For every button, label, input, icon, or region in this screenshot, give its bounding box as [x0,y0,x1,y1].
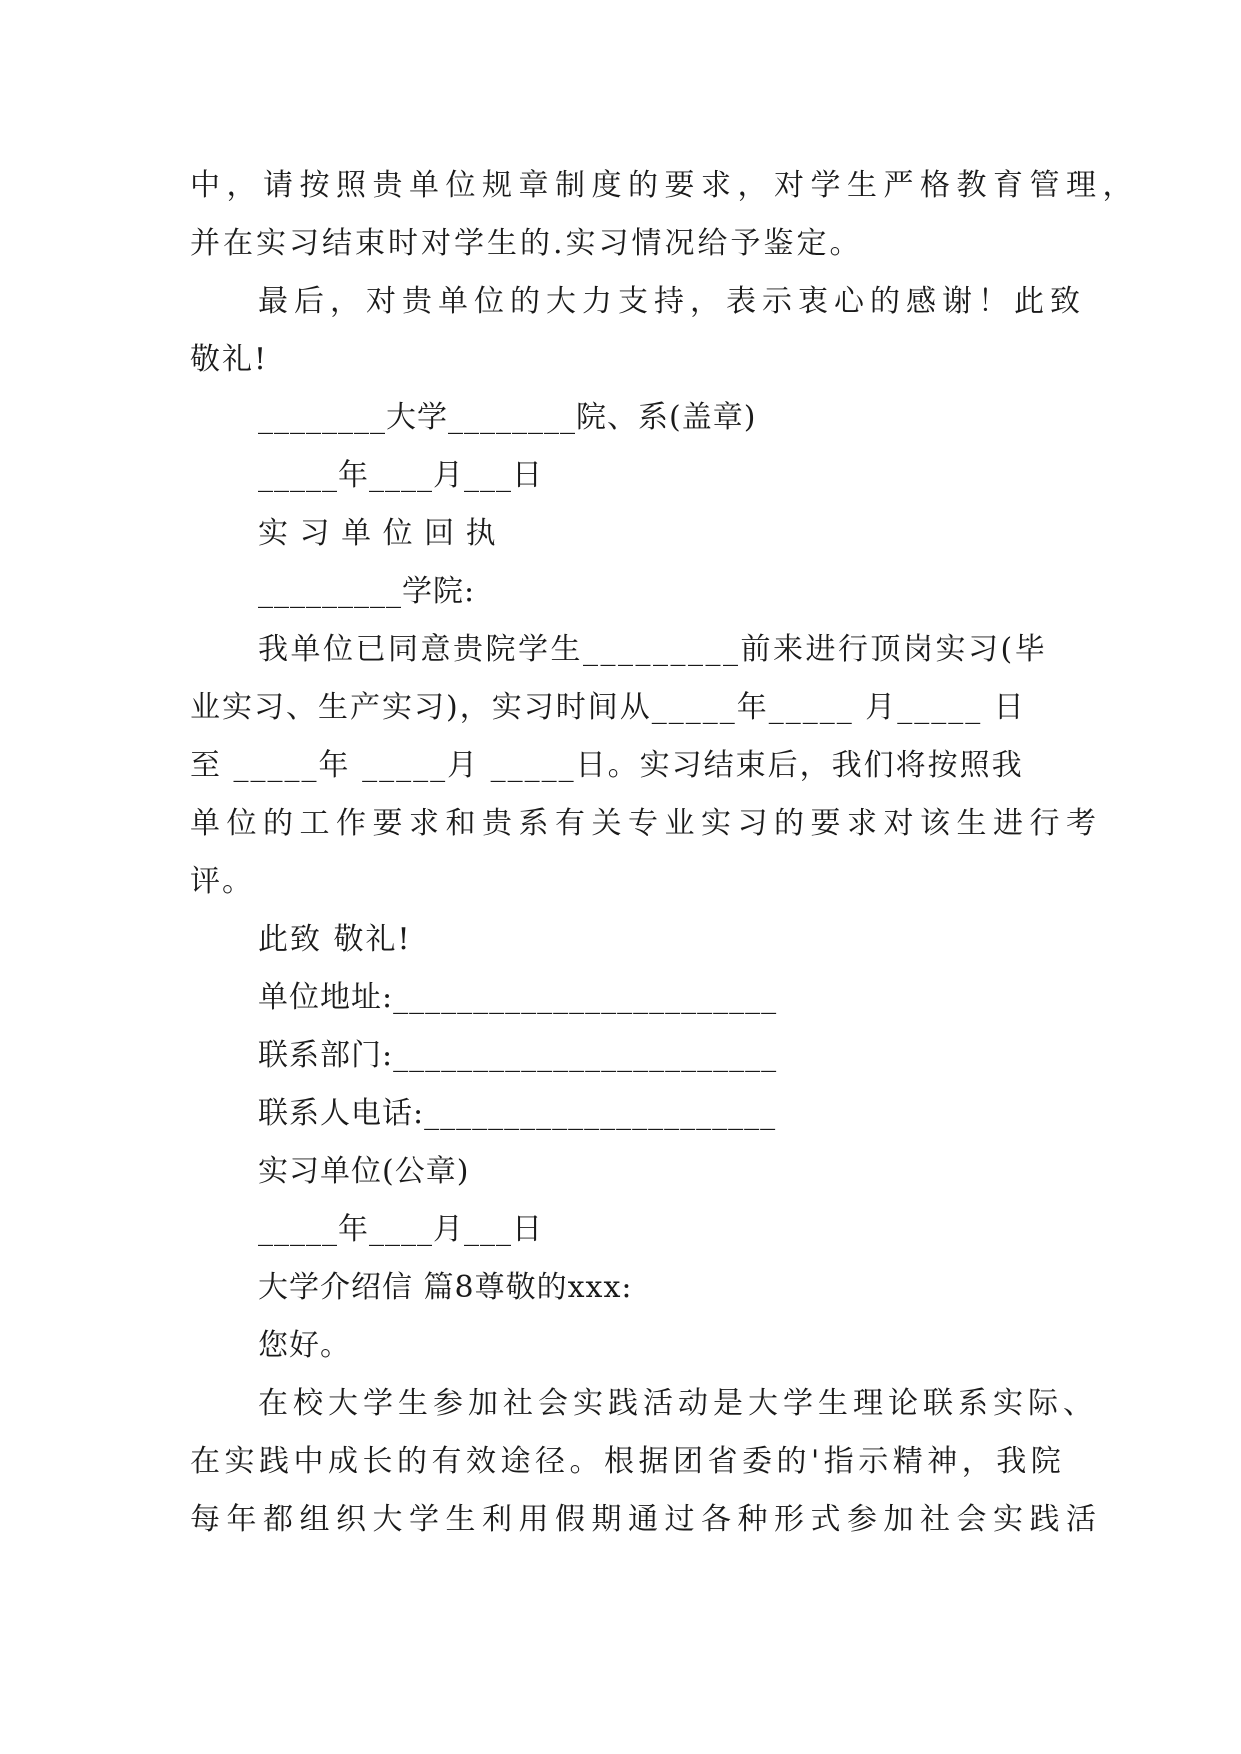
addressee-line: _________学院: [258,574,476,609]
contact-department-line: 联系部门:________________________ [258,1038,778,1073]
text-line: 最后，对贵单位的大力支持，表示衷心的感谢！此致 [258,284,1086,319]
text-line: 我单位已同意贵院学生_________前来进行顶岗实习(毕 [258,632,1048,667]
letter-heading: 大学介绍信 篇8尊敬的xxx: [258,1270,633,1305]
text-line: 在校大学生参加社会实践活动是大学生理论联系实际、 [258,1386,1098,1421]
text-line: 评。 [190,864,254,899]
text-line: 中，请按照贵单位规章制度的要求，对学生严格教育管理， [190,168,1139,203]
text-line: 至 _____年 _____月 _____日。实习结束后，我们将按照我 [190,748,1024,783]
date-line: _____年____月___日 [258,1212,543,1247]
closing-line: 此致 敬礼! [258,922,412,957]
text-line: 每年都组织大学生利用假期通过各种形式参加社会实践活 [190,1502,1103,1537]
text-line: 敬礼! [190,342,269,377]
date-line: _____年____月___日 [258,458,543,493]
unit-address-line: 单位地址:________________________ [258,980,778,1015]
text-line: 在实践中成长的有效途径。根据团省委的'指示精神，我院 [190,1444,1066,1479]
unit-seal-line: 实习单位(公章) [258,1154,470,1189]
text-line: 并在实习结束时对学生的.实习情况给予鉴定。 [190,226,863,261]
greeting-line: 您好。 [258,1328,351,1363]
text-line: 单位的工作要求和贵系有关专业实习的要求对该生进行考 [190,806,1103,841]
section-heading: 实 习 单 位 回 执 [258,516,497,551]
signature-school-line: ________大学________院、系(盖章) [258,400,757,435]
text-line: 业实习、生产实习)，实习时间从_____年_____ 月_____ 日 [190,690,1026,725]
contact-phone-line: 联系人电话:______________________ [258,1096,777,1131]
